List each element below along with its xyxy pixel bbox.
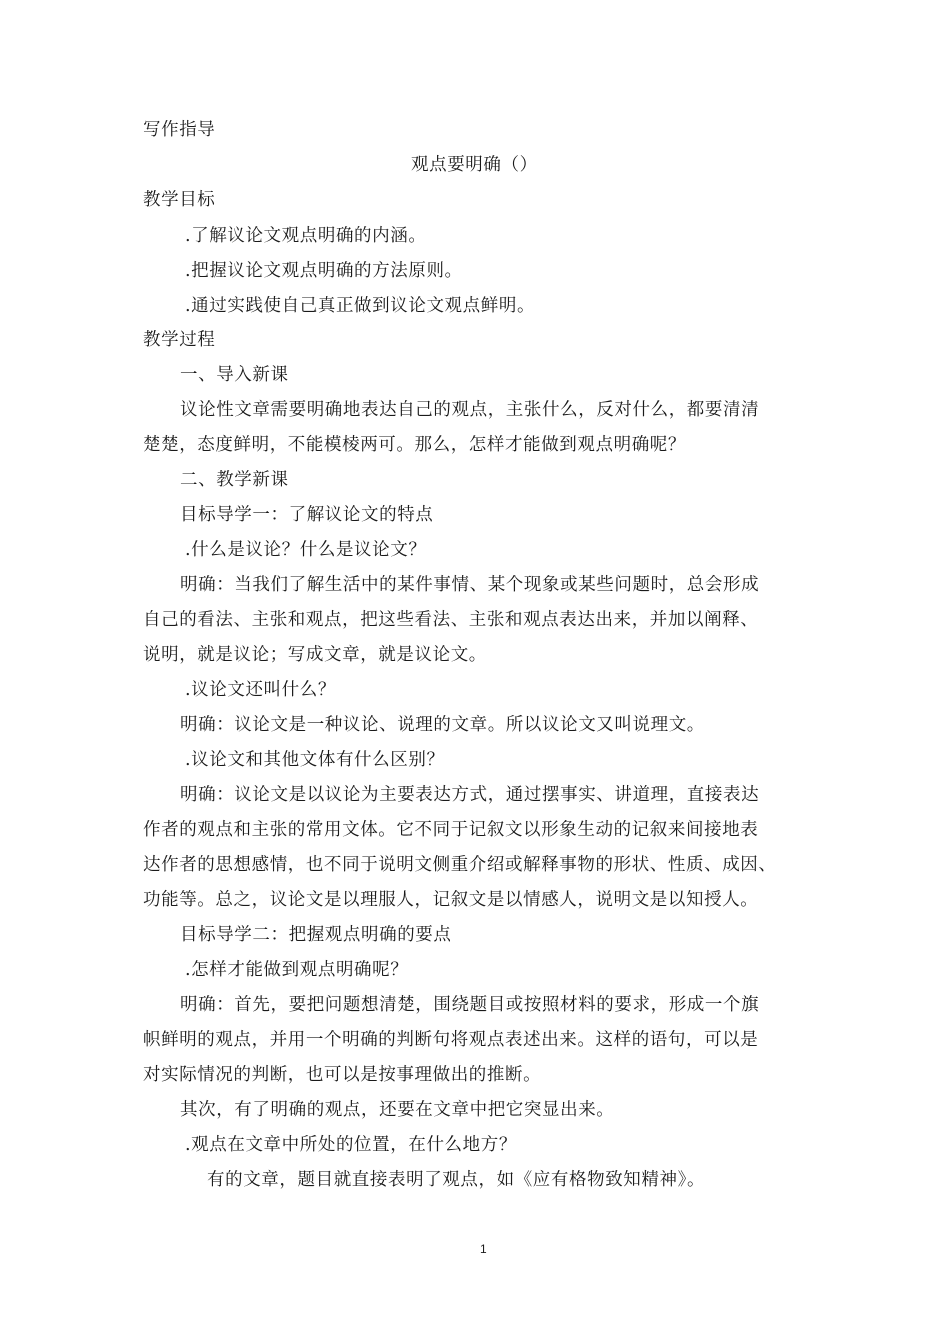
question: .什么是议论？什么是议论文？ [185, 540, 427, 560]
paragraph-line: 作者的观点和主张的常用文体。它不同于记叙文以形象生动的记叙来间接地表 [143, 820, 759, 840]
paragraph-line: 明确：当我们了解生活中的某件事情、某个现象或某些问题时，总会形成 [180, 575, 760, 595]
paragraph-line: 帜鲜明的观点，并用一个明确的判断句将观点表述出来。这样的语句，可以是 [143, 1030, 759, 1050]
new-lesson-heading: 二、教学新课 [180, 470, 289, 490]
process-heading: 教学过程 [143, 330, 216, 350]
question: .观点在文章中所处的位置，在什么地方？ [185, 1135, 517, 1155]
paragraph-line: 对实际情况的判断，也可以是按事理做出的推断。 [143, 1065, 542, 1085]
page-number: 1 [480, 1242, 487, 1256]
goals-heading: 教学目标 [143, 190, 216, 210]
question: .议论文还叫什么？ [185, 680, 336, 700]
paragraph-line: 明确：议论文是一种议论、说理的文章。所以议论文又叫说理文。 [180, 715, 705, 735]
paragraph-line: 明确：首先，要把问题想清楚，围绕题目或按照材料的要求，形成一个旗 [180, 995, 760, 1015]
paragraph-line: 自己的看法、主张和观点，把这些看法、主张和观点表达出来，并加以阐释、 [143, 610, 759, 630]
intro-heading: 一、导入新课 [180, 365, 289, 385]
goal-item: .把握议论文观点明确的方法原则。 [185, 261, 463, 281]
section-label: 写作指导 [143, 120, 216, 140]
paragraph-line: 功能等。总之，议论文是以理服人，记叙文是以情感人，说明文是以知授人。 [143, 890, 759, 910]
question: .议论文和其他文体有什么区别？ [185, 750, 445, 770]
paragraph-line: 说明，就是议论；写成文章，就是议论文。 [143, 645, 487, 665]
objective-heading: 目标导学二：把握观点明确的要点 [180, 925, 452, 945]
goal-item: .了解议论文观点明确的内涵。 [185, 226, 427, 246]
paragraph-line: 楚楚，态度鲜明，不能模棱两可。那么，怎样才能做到观点明确呢？ [143, 435, 686, 455]
paragraph-line: 达作者的思想感情，也不同于说明文侧重介绍或解释事物的形状、性质、成因、 [143, 855, 777, 875]
paragraph-line: 有的文章，题目就直接表明了观点，如《应有格物致知精神》。 [207, 1170, 706, 1190]
objective-heading: 目标导学一：了解议论文的特点 [180, 505, 434, 525]
paragraph-line: 议论性文章需要明确地表达自己的观点，主张什么，反对什么，都要清清 [180, 400, 760, 420]
question: .怎样才能做到观点明确呢？ [185, 960, 409, 980]
paragraph-line: 其次，有了明确的观点，还要在文章中把它突显出来。 [180, 1100, 615, 1120]
goal-item: .通过实践使自己真正做到议论文观点鲜明。 [185, 296, 536, 316]
paragraph-line: 明确：议论文是以议论为主要表达方式，通过摆事实、讲道理，直接表达 [180, 785, 760, 805]
document-title: 观点要明确（） [411, 155, 538, 175]
